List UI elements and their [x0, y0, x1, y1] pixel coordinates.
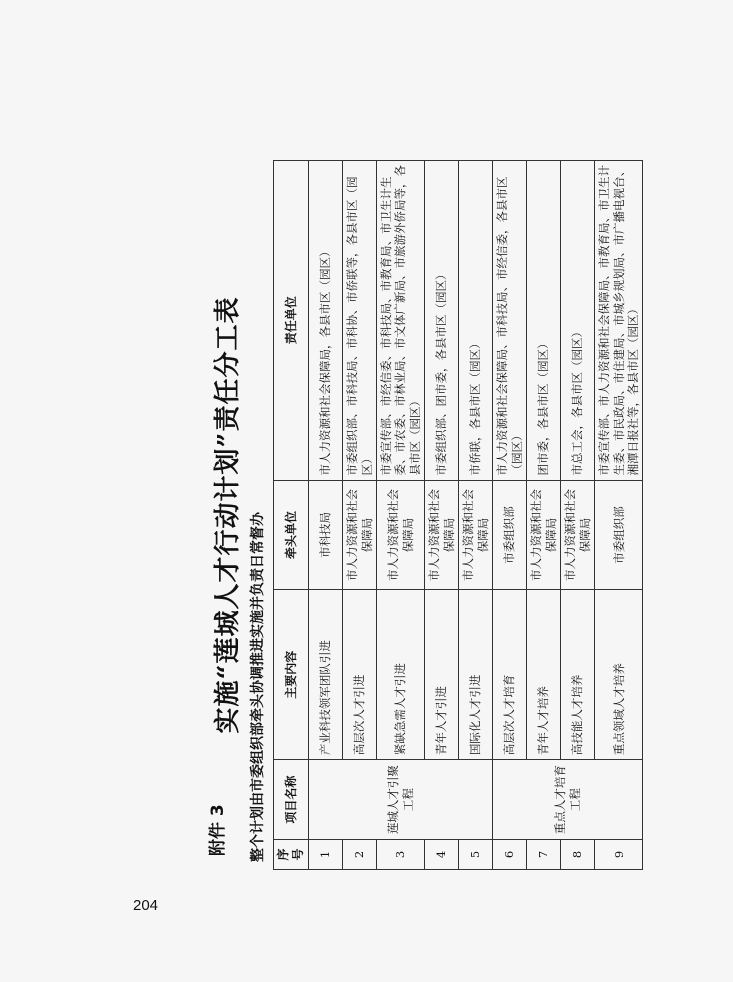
row-lead: 市人力资源和社会保障局 [459, 480, 493, 590]
row-no: 4 [425, 840, 459, 870]
row-resp: 市人力资源和社会保障局，各县市区（园区） [309, 161, 343, 481]
row-content: 产业科技领军团队引进 [309, 590, 343, 760]
row-lead: 市人力资源和社会保障局 [425, 480, 459, 590]
row-lead: 市科技局 [309, 480, 343, 590]
row-no: 1 [309, 840, 343, 870]
row-content: 紧缺急需人才引进 [377, 590, 425, 760]
group-name: 莲城人才引聚工程 [309, 760, 493, 840]
row-lead: 市委组织部 [595, 480, 643, 590]
annex-label: 附件 3 [208, 804, 228, 856]
row-no: 2 [343, 840, 377, 870]
page-number: 204 [133, 897, 159, 914]
row-resp: 市委组织部、市科技局、市科协、市侨联等，各县市区（园区） [343, 161, 377, 481]
row-no: 5 [459, 840, 493, 870]
row-no: 8 [561, 840, 595, 870]
page-title: 实施“莲城人才行动计划”责任分工表 [213, 296, 243, 734]
row-resp: 市委组织部、团市委，各县市区（园区） [425, 161, 459, 481]
rotated-content [115, 160, 640, 870]
header-lead: 牵头单位 [274, 480, 309, 590]
header-no: 序号 [274, 840, 309, 870]
row-content: 高层次人才引进 [343, 590, 377, 760]
header-project: 项目名称 [274, 760, 309, 840]
row-content: 青年人才引进 [425, 590, 459, 760]
row-content: 重点领域人才培养 [595, 590, 643, 760]
table-header-row [274, 161, 309, 870]
row-lead: 市人力资源和社会保障局 [561, 480, 595, 590]
row-no: 3 [377, 840, 425, 870]
subtitle: 整个计划由市委组织部牵头协调推进实施并负责日常督办 [250, 512, 266, 862]
row-resp: 市人力资源和社会保障局、市科技局、市经信委，各县市区（园区） [493, 161, 527, 481]
row-resp: 团市委，各县市区（园区） [527, 161, 561, 481]
row-content: 高技能人才培养 [561, 590, 595, 760]
row-content: 高层次人才培育 [493, 590, 527, 760]
table-row [309, 161, 343, 870]
row-lead: 市人力资源和社会保障局 [377, 480, 425, 590]
group-name: 重点人才培育工程 [493, 760, 643, 840]
header-resp: 责任单位 [274, 161, 309, 481]
row-lead: 市委组织部 [493, 480, 527, 590]
row-no: 6 [493, 840, 527, 870]
table-row [493, 161, 527, 870]
row-resp: 市总工会，各县市区（园区） [561, 161, 595, 481]
row-content: 国际化人才引进 [459, 590, 493, 760]
row-resp: 市委宣传部、市人力资源和社会保障局、市教育局、市卫生计生委、市民政局、市住建局、市城乡规划局、市广播电视台、湘潭日报社等，各县市区（园区） [595, 161, 643, 481]
row-no: 9 [595, 840, 643, 870]
row-resp: 市委宣传部、市经信委、市科技局、市教育局、市卫生计生委、市农委、市林业局、市文体广新局、市旅游外侨局等，各县市区（园区） [377, 161, 425, 481]
row-resp: 市侨联，各县市区（园区） [459, 161, 493, 481]
row-content: 青年人才培养 [527, 590, 561, 760]
row-no: 7 [527, 840, 561, 870]
row-lead: 市人力资源和社会保障局 [343, 480, 377, 590]
responsibility-table [273, 160, 643, 870]
header-content: 主要内容 [274, 590, 309, 760]
row-lead: 市人力资源和社会保障局 [527, 480, 561, 590]
